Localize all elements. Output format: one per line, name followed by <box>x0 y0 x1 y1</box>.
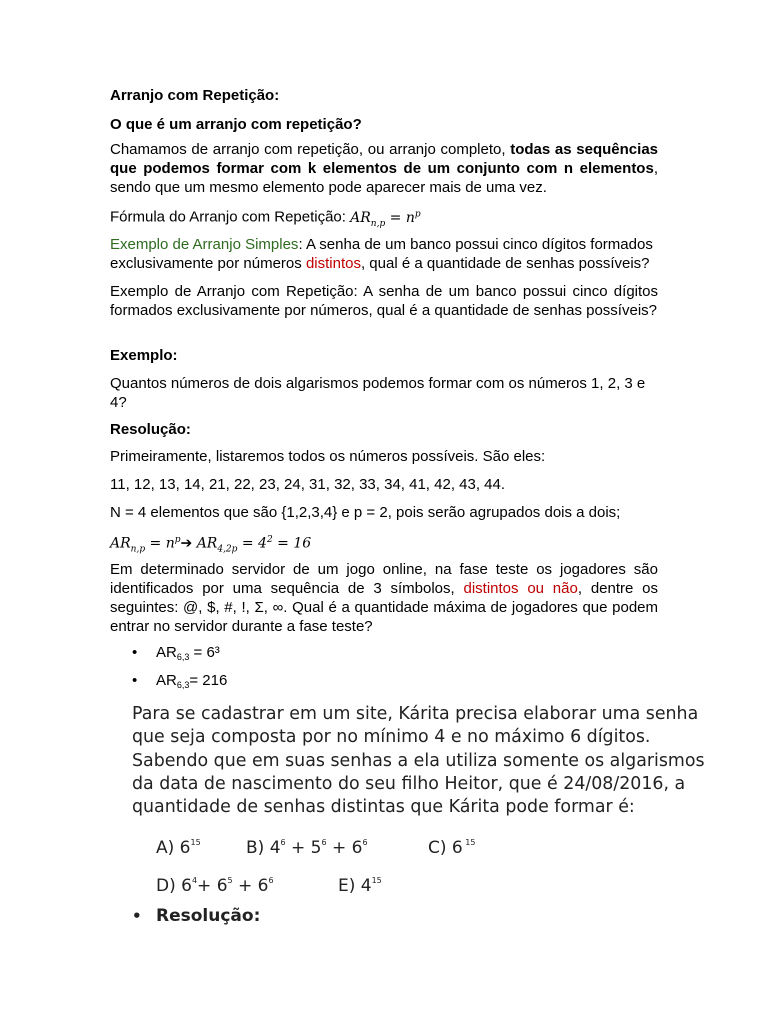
example-simple-label: Exemplo de Arranjo Simples <box>110 236 299 253</box>
bullet-icon: • <box>132 907 142 925</box>
page-title: Arranjo com Repetição: <box>110 87 280 104</box>
option-e: E) $4^{15}$ <box>338 876 382 896</box>
bullet-icon: • <box>132 644 138 661</box>
definition-paragraph <box>110 140 658 197</box>
server-problem: Em determinado servidor de um jogo online, na fase teste os jogadores são identificados por uma sequência de 3 símbolos, distintos ou não, dentre os seguintes: @, $, #, !, Σ, ∞. Qual é a quantidade máxima de jogadores que podem entrar no servidor durante a fase teste? <box>110 561 658 635</box>
option-c: C) 6 $^{15}$ <box>428 838 476 858</box>
option-d: D) $6^4+ 6^5 + 6^6$ <box>156 876 274 896</box>
definition-text-end: , sendo que um mesmo elemento pode aparecer mais de uma vez. <box>110 160 658 196</box>
option-b: B) $4^6 + 5^6 + 6^6$ <box>246 838 368 858</box>
simple-arrangement-example: Exemplo de Arranjo Simples: A senha de um banco possui cinco dígitos formados exclusivamente por números distintos, qual é a quantidade de senhas possíveis? <box>110 236 653 272</box>
definition-bold: todas as sequências que podemos formar com k elementos de um conjunto com n elementos <box>110 141 658 177</box>
resolution-intro: Primeiramente, listaremos todos os números possíveis. São eles: <box>110 448 546 465</box>
numbers-list: 11, 12, 13, 14, 21, 22, 23, 24, 31, 32, 33, 34, 41, 42, 43, 44. <box>110 476 506 493</box>
formula: $AR_{n,p} = n^p$ <box>350 209 421 229</box>
n-p-line: N = 4 elementos que são {1,2,3,4} e p = 2, pois serão agrupados dois a dois; <box>110 504 621 521</box>
karita-problem: Para se cadastrar em um site, Kárita precisa elaborar uma senha que seja composta por no mínimo 4 e no máximo 6 dígitos. Sabendo que em suas senhas a ela utiliza somente os algarismos da data de nascimento do seu filho Heitor, que é 24/08/2016, a quantidade de senhas distintas que Kárita pode formar é: <box>132 704 705 818</box>
repetition-example: Exemplo de Arranjo com Repetição: A senha de um banco possui cinco dígitos formados exclusivamente por números, qual é a quantidade de senhas possíveis? <box>110 283 658 319</box>
highlight-distintos: distintos <box>305 255 361 272</box>
calculation-formula: $AR_{n,p}$ = $n^p➔$ $AR_{4,2p} = 4^2 = 16$ <box>110 535 312 555</box>
formula-line <box>110 205 658 233</box>
resolution-heading: Resolução: <box>110 421 191 438</box>
definition-text: Chamamos de arranjo com repetição, ou arranjo completo, <box>110 141 511 158</box>
arrow-icon: ➔ <box>180 535 193 552</box>
highlight-distintos-ou-nao: distintos ou não <box>463 580 578 597</box>
formula-label: Fórmula do Arranjo com Repetição: <box>110 208 351 226</box>
example-question: Quantos números de dois algarismos podemos formar com os números 1, 2, 3 e 4? <box>110 375 646 411</box>
question-heading: O que é um arranjo com repetição? <box>110 116 362 133</box>
example-heading: Exemplo: <box>110 347 178 364</box>
final-resolution-heading: Resolução: <box>156 906 261 926</box>
option-a: A) $6^{15}$ <box>156 838 201 858</box>
bullet-icon: • <box>132 672 138 689</box>
